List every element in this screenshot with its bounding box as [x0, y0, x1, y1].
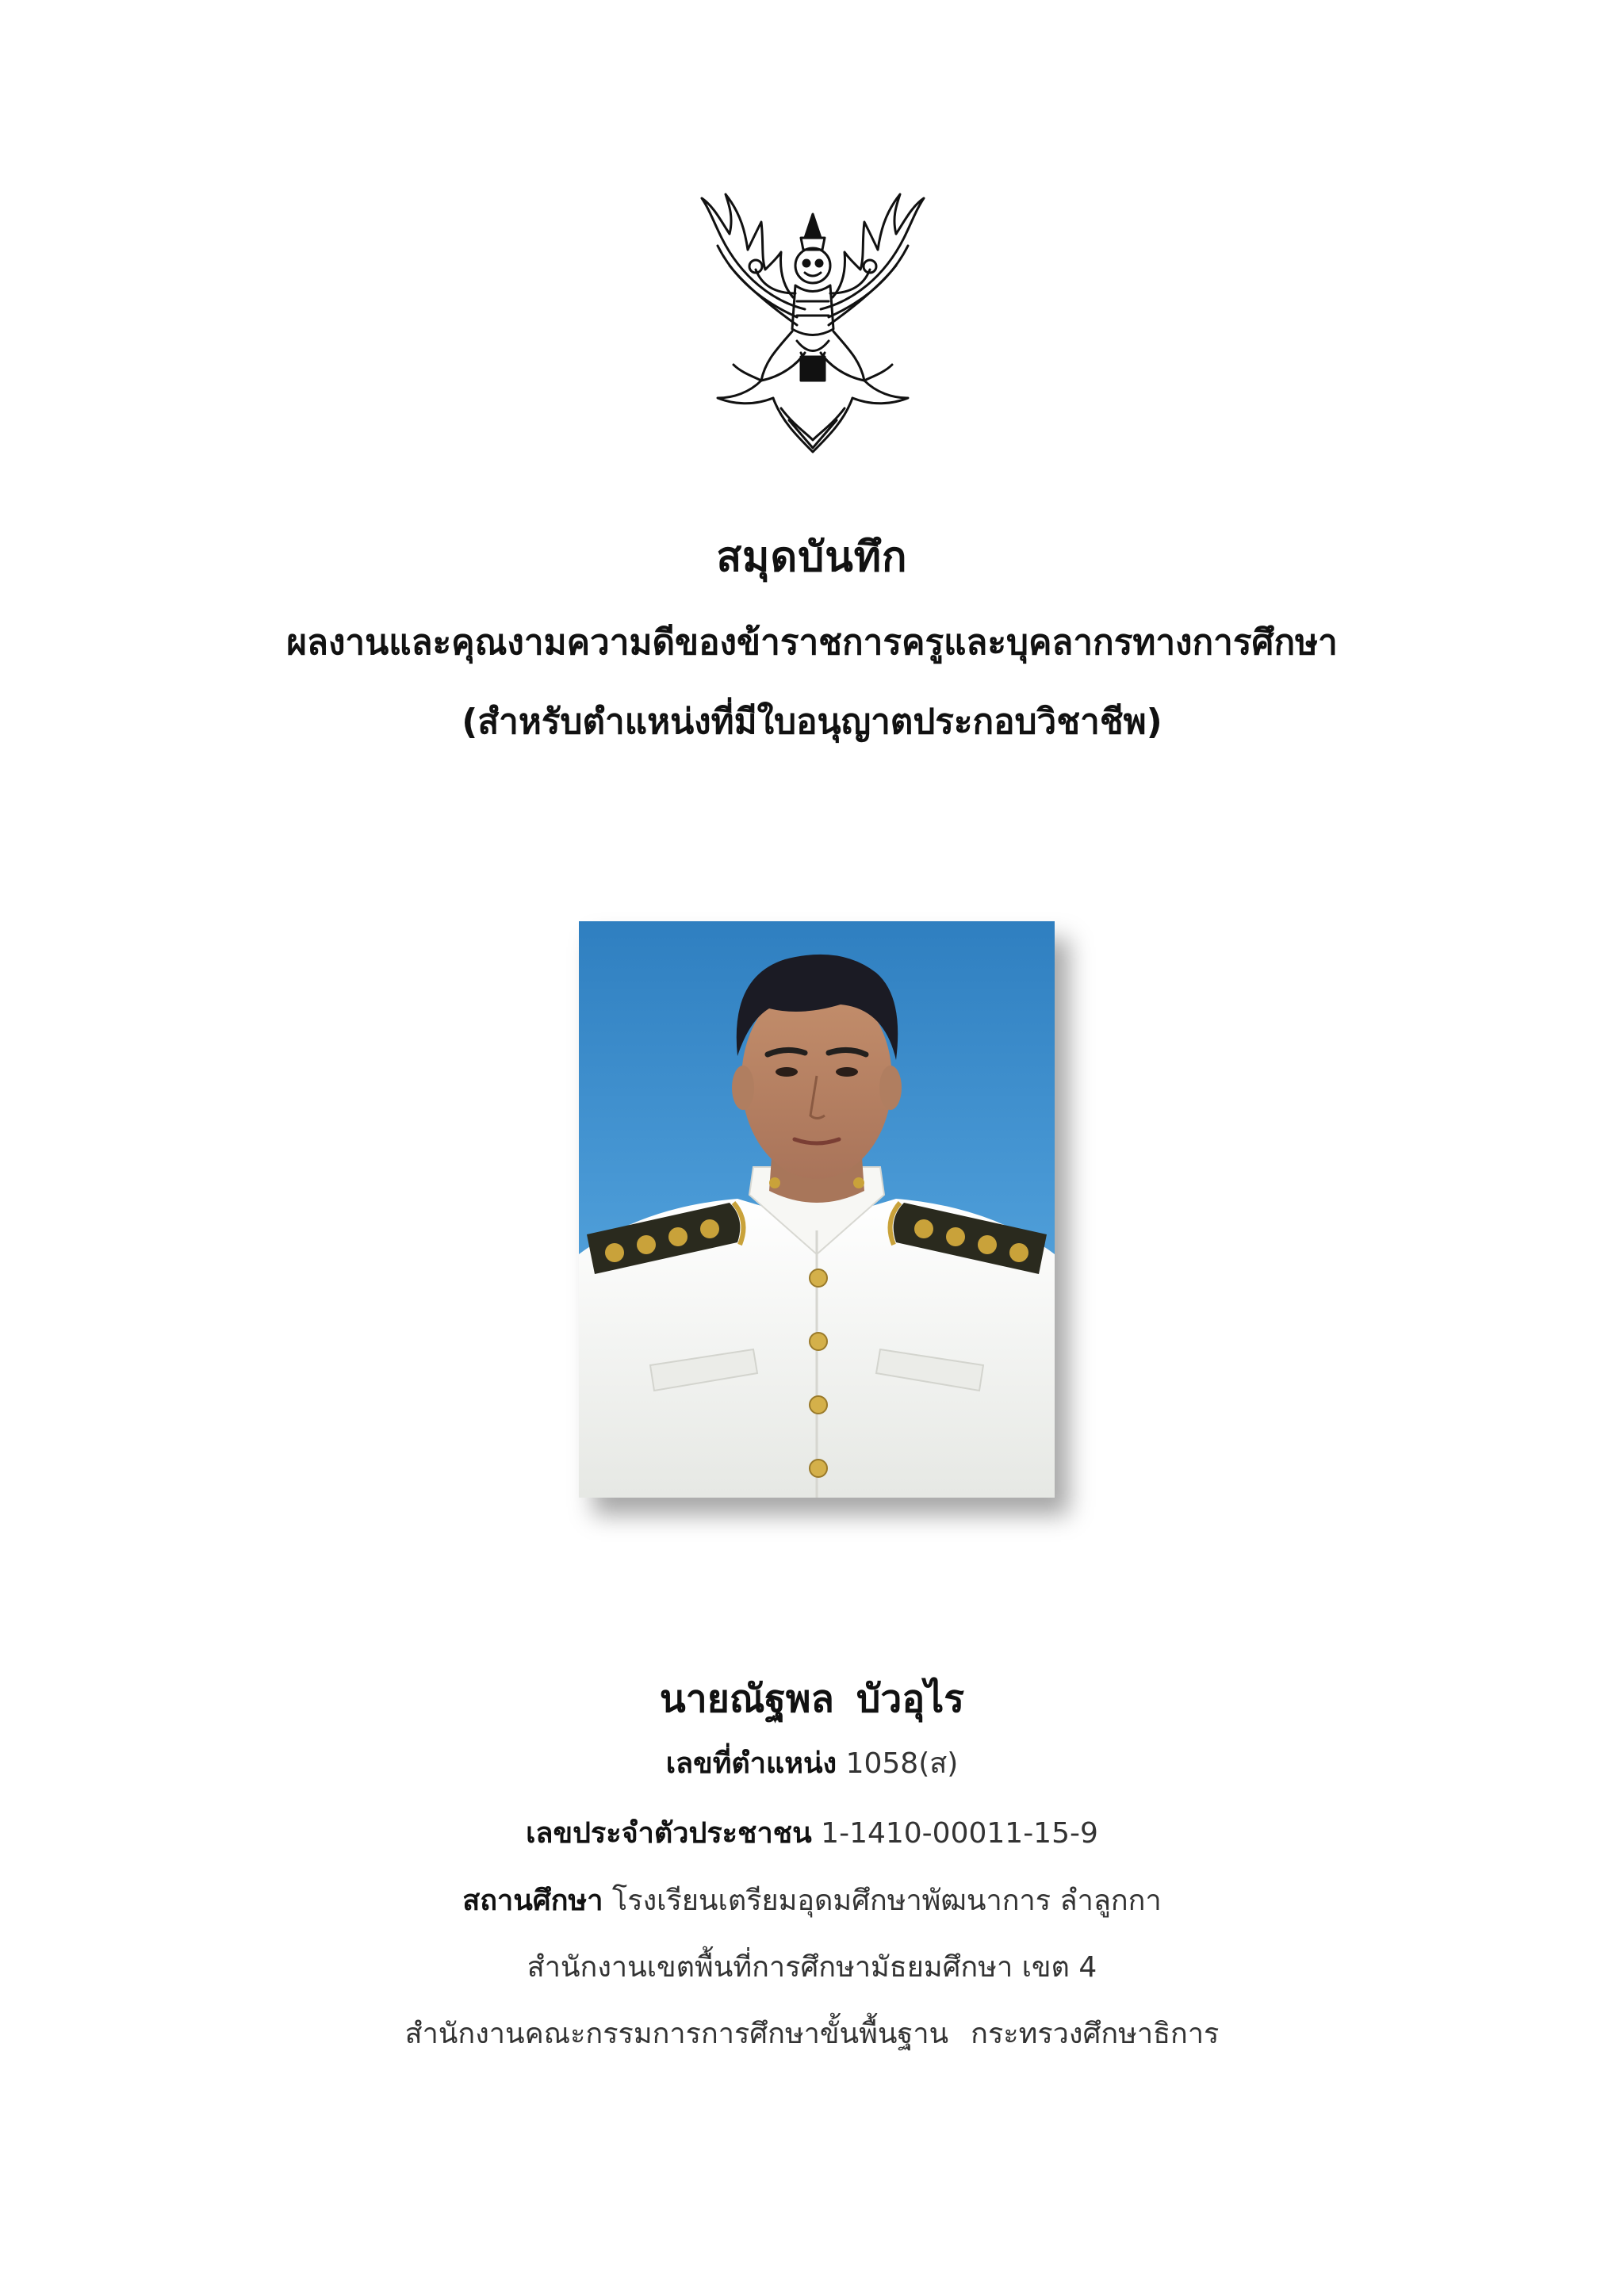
document-title: สมุดบันทึก: [716, 534, 908, 581]
school-label: สถานศึกษา: [462, 1885, 603, 1917]
person-last-name: บัวอุไร: [856, 1677, 965, 1721]
person-name: [0, 1669, 1624, 1729]
citizen-id-label: เลขประจำตัวประชาชน: [526, 1817, 812, 1850]
school-row: [0, 1877, 1624, 1923]
position-number-row: [0, 1740, 1624, 1785]
person-first-name: นายณัฐพล: [659, 1677, 834, 1721]
portrait-photo: [579, 921, 1055, 1498]
citizen-id-row: [0, 1810, 1624, 1855]
document-subtitle-license: (สำหรับตำแหน่งที่มีใบอนุญาตประกอบวิชาชีพ): [462, 702, 1162, 742]
commission-name: สำนักงานคณะกรรมการการศึกษาขั้นพื้นฐาน: [404, 2018, 949, 2050]
citizen-id-value: 1-1410-00011-15-9: [821, 1817, 1098, 1850]
area-office: สำนักงานเขตพื้นที่การศึกษามัธยมศึกษา เขต 4: [527, 1951, 1097, 1984]
garuda-emblem-icon: [686, 190, 940, 476]
position-number-label: เลขที่ตำแหน่ง: [665, 1747, 837, 1780]
school-value: โรงเรียนเตรียมอุดมศึกษาพัฒนาการ ลำลูกกา: [611, 1885, 1162, 1917]
ministry-name: กระทรวงศึกษาธิการ: [971, 2018, 1220, 2050]
commission-row: [0, 2011, 1624, 2056]
position-number-value: 1058(ส): [845, 1747, 959, 1780]
document-subtitle: ผลงานและคุณงามความดีของข้าราชการครูและบุคลากรทางการศึกษา: [286, 622, 1338, 663]
